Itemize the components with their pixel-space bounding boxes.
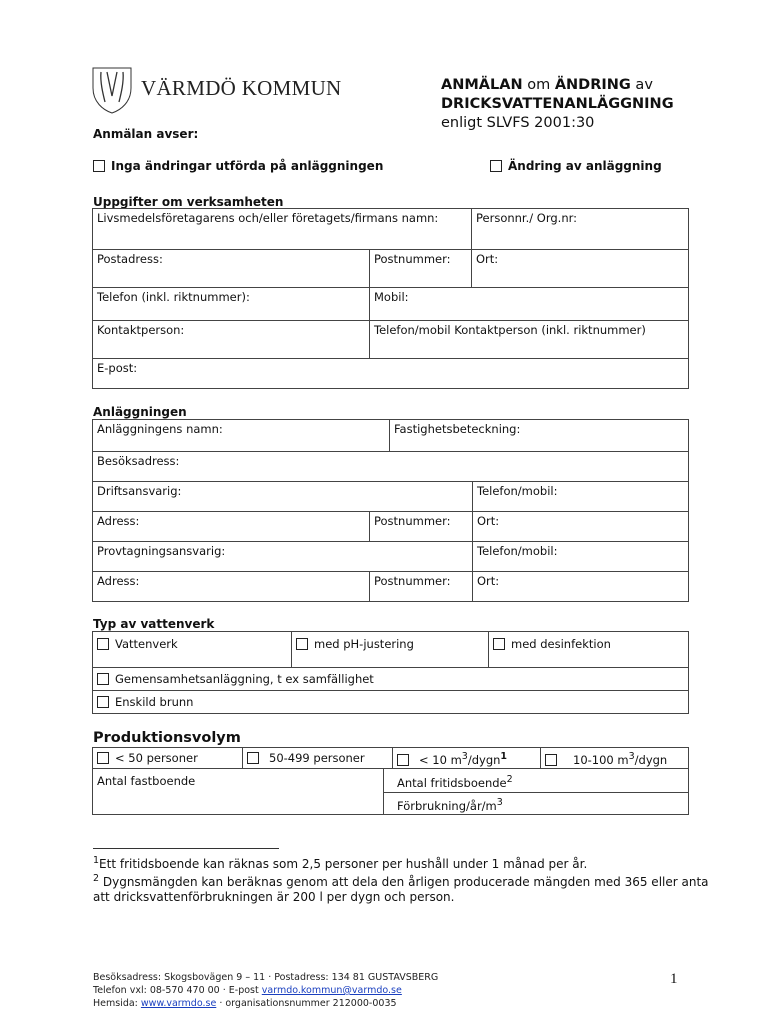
checkbox[interactable] bbox=[493, 638, 505, 650]
field-annual-consumption[interactable]: Förbrukning/$år/m^3$ bbox=[383, 792, 689, 815]
website-link[interactable]: www.varmdo.se bbox=[140, 998, 217, 1009]
business-heading: Uppgifter om verksamheten bbox=[93, 195, 284, 209]
field-permanent-residents[interactable]: Antal fastboende bbox=[92, 768, 384, 815]
option-50-499[interactable]: 50-499 personer bbox=[242, 747, 393, 769]
checkbox[interactable] bbox=[93, 160, 105, 172]
checkbox[interactable] bbox=[97, 752, 109, 764]
field-address-1[interactable]: Adress: bbox=[92, 511, 370, 542]
field-leisure-residents[interactable]: Antal fritidsboende$^2$ bbox=[383, 768, 689, 793]
footer-website: Hemsida: www.varmdo.se · organisationsnummer 212000-0035 bbox=[93, 998, 397, 1009]
field-sampling-phone[interactable]: Telefon/mobil: bbox=[472, 541, 689, 572]
production-heading: Produktionsvolym bbox=[93, 730, 241, 746]
field-phone[interactable]: Telefon (inkl. riktnummer): bbox=[92, 287, 370, 321]
field-company-name[interactable]: Livsmedelsföretagarens och/eller företagets/firmans namn: bbox=[92, 208, 472, 250]
checkbox[interactable] bbox=[97, 673, 109, 685]
checkbox[interactable] bbox=[97, 638, 109, 650]
option-waterworks[interactable]: Vattenverk bbox=[92, 631, 292, 668]
field-address-2[interactable]: Adress: bbox=[92, 571, 370, 602]
field-contact-person[interactable]: Kontaktperson: bbox=[92, 320, 370, 359]
field-city-2[interactable]: Ort: bbox=[472, 571, 689, 602]
checkbox[interactable] bbox=[247, 752, 259, 764]
field-email[interactable]: E-post: bbox=[92, 358, 689, 389]
form-title: ANMÄLAN om ÄNDRING av DRICKSVATTENANLÄGGNING enligt SLVFS 2001:30 bbox=[441, 77, 674, 131]
field-operations-responsible[interactable]: Driftsansvarig: bbox=[92, 481, 473, 512]
page-number: 1 bbox=[670, 971, 678, 987]
footer-address: Besöksadress: Skogsbovägen 9 – 11 · Postadress: 134 81 GUSTAVSBERG bbox=[93, 972, 439, 983]
footnote-1: $^1$Ett fritidsboende kan räknas som 2,5 personer per hushåll under 1 månad per år. bbox=[93, 855, 588, 871]
footnote-divider bbox=[93, 848, 279, 849]
footnote-2: $^2$ Dygnsmängden kan beräknas genom att dela den årligen producerade mängden med 365 eller anta att dricksvattenförbrukningen är 200 l per dygn och person. bbox=[93, 873, 709, 904]
field-operations-phone[interactable]: Telefon/mobil: bbox=[472, 481, 689, 512]
checkbox[interactable] bbox=[545, 754, 557, 766]
option-change[interactable]: Ändring av anläggning bbox=[490, 159, 662, 173]
field-visit-address[interactable]: Besöksadress: bbox=[92, 451, 689, 482]
field-sampling-responsible[interactable]: Provtagningsansvarig: bbox=[92, 541, 473, 572]
org-name: VÄRMDÖ KOMMUN bbox=[141, 76, 342, 100]
footer-contact: Telefon vxl: 08-570 470 00 · E-post varmdo.kommun@varmdo.se bbox=[93, 985, 402, 996]
purpose-heading: Anmälan avser: bbox=[93, 127, 199, 141]
field-property-designation[interactable]: Fastighetsbeteckning: bbox=[389, 419, 689, 452]
field-city[interactable]: Ort: bbox=[471, 249, 689, 288]
checkbox[interactable] bbox=[97, 696, 109, 708]
municipality-logo-icon bbox=[91, 66, 133, 114]
field-postal-number-2[interactable]: Postnummer: bbox=[369, 571, 473, 602]
option-under-50[interactable]: < 50 personer bbox=[92, 747, 243, 769]
option-disinfection[interactable]: med desinfektion bbox=[488, 631, 689, 668]
field-postal-number-1[interactable]: Postnummer: bbox=[369, 511, 473, 542]
email-link[interactable]: varmdo.kommun@varmdo.se bbox=[261, 985, 402, 996]
field-contact-phone[interactable]: Telefon/mobil Kontaktperson (inkl. riktnummer) bbox=[369, 320, 689, 359]
field-city-1[interactable]: Ort: bbox=[472, 511, 689, 542]
option-under-10-m3[interactable]: < 10 $m^3/dygn^1$ bbox=[392, 747, 541, 769]
field-org-number[interactable]: Personnr./ Org.nr: bbox=[471, 208, 689, 250]
field-facility-name[interactable]: Anläggningens namn: bbox=[92, 419, 390, 452]
checkbox[interactable] bbox=[397, 754, 409, 766]
option-shared-facility[interactable]: Gemensamhetsanläggning, t ex samfällighet bbox=[92, 667, 689, 691]
option-private-well[interactable]: Enskild brunn bbox=[92, 690, 689, 714]
field-postal-number[interactable]: Postnummer: bbox=[369, 249, 472, 288]
facility-heading: Anläggningen bbox=[93, 405, 187, 419]
watertype-heading: Typ av vattenverk bbox=[93, 617, 215, 631]
option-ph-adjustment[interactable]: med pH-justering bbox=[291, 631, 489, 668]
option-10-100-m3[interactable]: 10-100 $m^3$/dygn bbox=[540, 747, 689, 769]
field-mobile[interactable]: Mobil: bbox=[369, 287, 689, 321]
option-no-changes[interactable]: Inga ändringar utförda på anläggningen bbox=[93, 159, 383, 173]
checkbox[interactable] bbox=[296, 638, 308, 650]
field-postal-address[interactable]: Postadress: bbox=[92, 249, 370, 288]
page-footer bbox=[93, 971, 438, 1010]
checkbox[interactable] bbox=[490, 160, 502, 172]
